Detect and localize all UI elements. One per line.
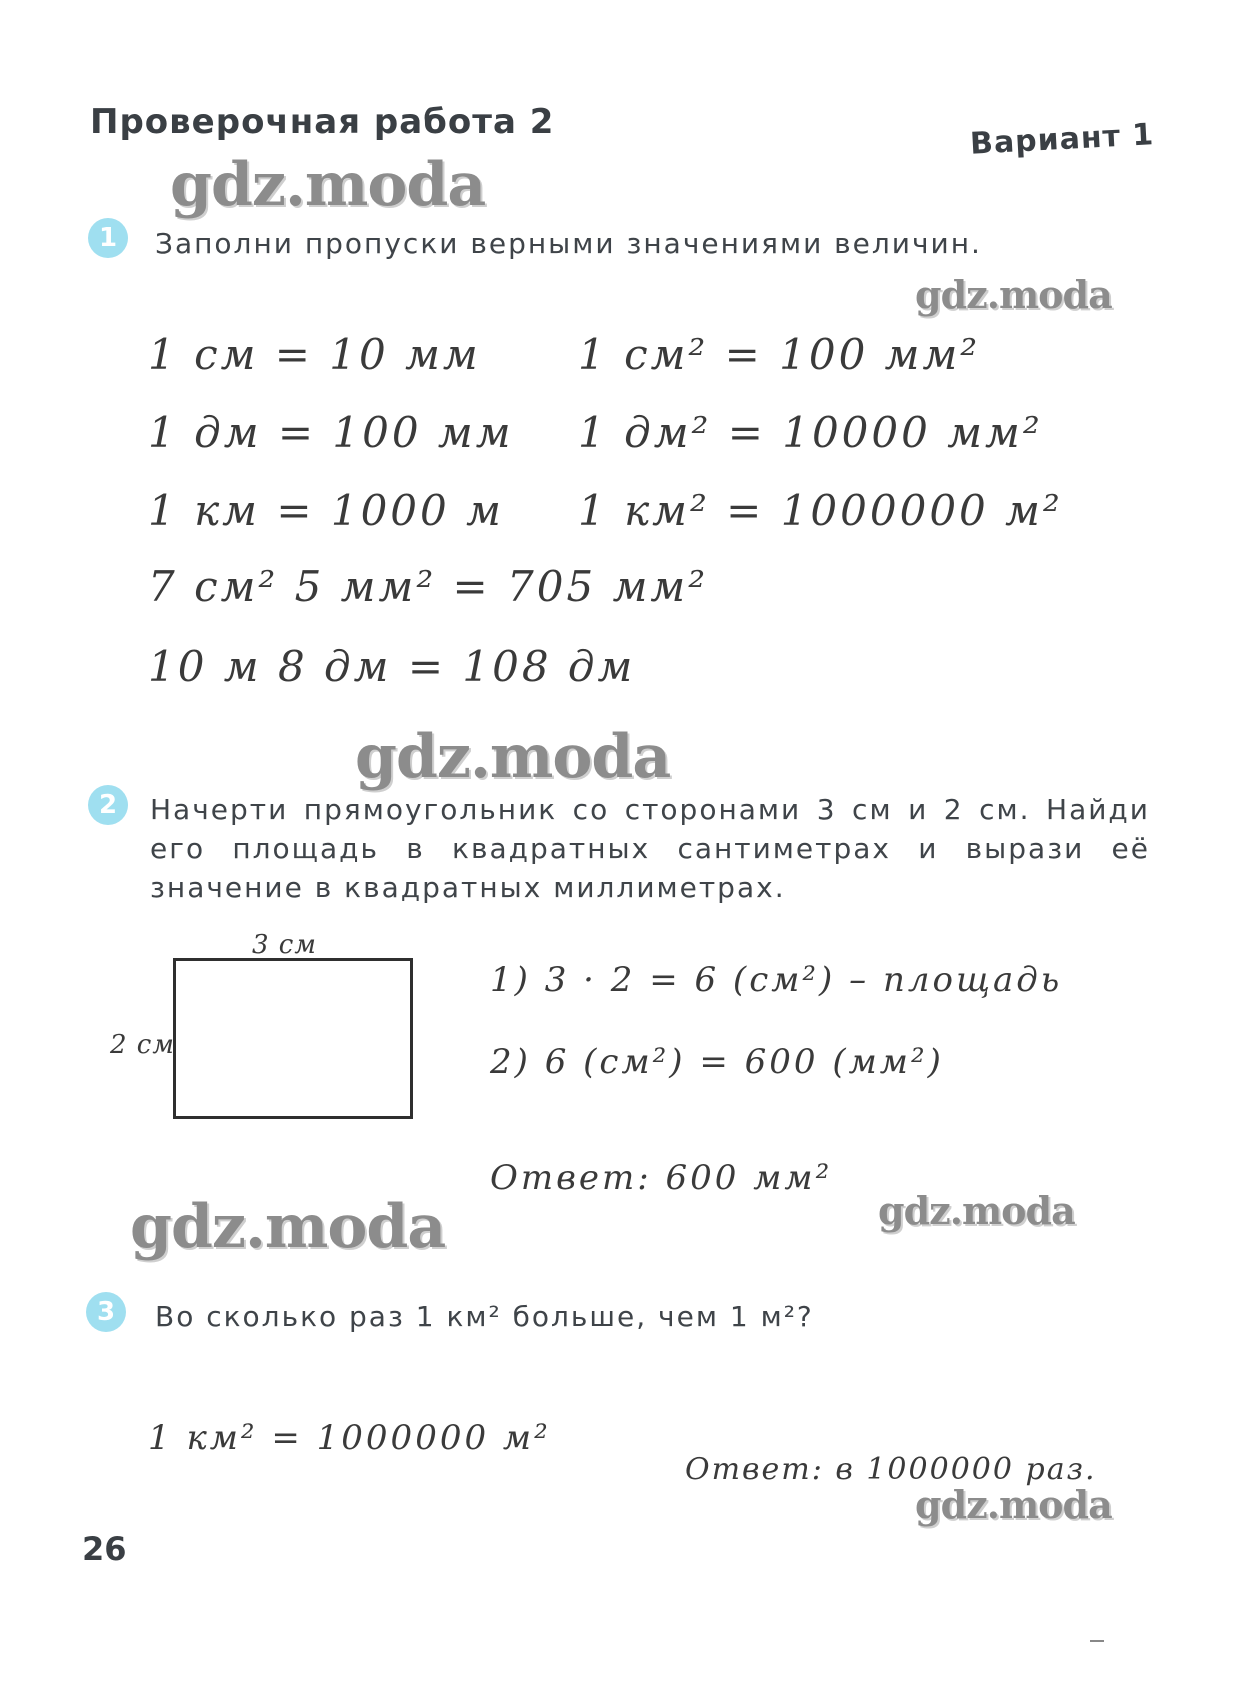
task-number-icon: 1 xyxy=(88,218,128,258)
task-3-work: 1 км² = 1000000 м² xyxy=(148,1418,551,1458)
solution-step-1: 1) 3 · 2 = 6 (см²) – площадь xyxy=(490,960,1063,1000)
watermark: gdz.moda xyxy=(355,722,671,792)
page-number: 26 xyxy=(82,1530,127,1568)
task-number-icon: 3 xyxy=(86,1292,126,1332)
answer-km-m: 1 км = 1000 м xyxy=(148,486,504,535)
task-number-icon: 2 xyxy=(88,785,128,825)
page-title: Проверочная работа 2 xyxy=(90,102,555,142)
answer-dm-mm: 1 дм = 100 мм xyxy=(148,408,514,457)
rect-top-label: 3 см xyxy=(252,930,317,960)
watermark: gdz.moda xyxy=(915,272,1112,317)
answer-cm-mm: 1 см = 10 мм xyxy=(148,330,481,379)
answer-length-conversion: 10 м 8 дм = 108 дм xyxy=(148,642,636,691)
task-3-prompt: Во сколько раз 1 км² больше, чем 1 м²? xyxy=(155,1300,814,1333)
drawn-rectangle xyxy=(173,958,413,1119)
solution-step-2: 2) 6 (см²) = 600 (мм²) xyxy=(490,1042,944,1082)
watermark: gdz.moda xyxy=(130,1192,446,1262)
watermark: gdz.moda xyxy=(915,1482,1112,1527)
answer-cm2-mm2: 1 см² = 100 мм² xyxy=(578,330,981,379)
watermark: gdz.moda xyxy=(170,150,486,220)
rect-side-label: 2 см xyxy=(110,1030,175,1060)
watermark: gdz.moda xyxy=(878,1188,1075,1233)
answer-km2-m2: 1 км² = 1000000 м² xyxy=(578,486,1063,535)
variant-label: Вариант 1 xyxy=(969,117,1156,162)
task-3-answer: Ответ: в 1000000 раз. xyxy=(685,1452,1097,1487)
task-2-answer: Ответ: 600 мм² xyxy=(490,1158,833,1198)
margin-mark xyxy=(1090,1640,1104,1642)
answer-dm2-mm2: 1 дм² = 10000 мм² xyxy=(578,408,1043,457)
task-1-prompt: Заполни пропуски верными значениями величин. xyxy=(155,227,982,260)
task-2-prompt: Начерти прямоугольник со сторонами 3 см и 2 см. Найди его площадь в квадратных сантиметрах и вырази её значение в квадратных миллиметрах. xyxy=(150,793,1150,904)
answer-area-conversion: 7 см² 5 мм² = 705 мм² xyxy=(148,562,709,611)
